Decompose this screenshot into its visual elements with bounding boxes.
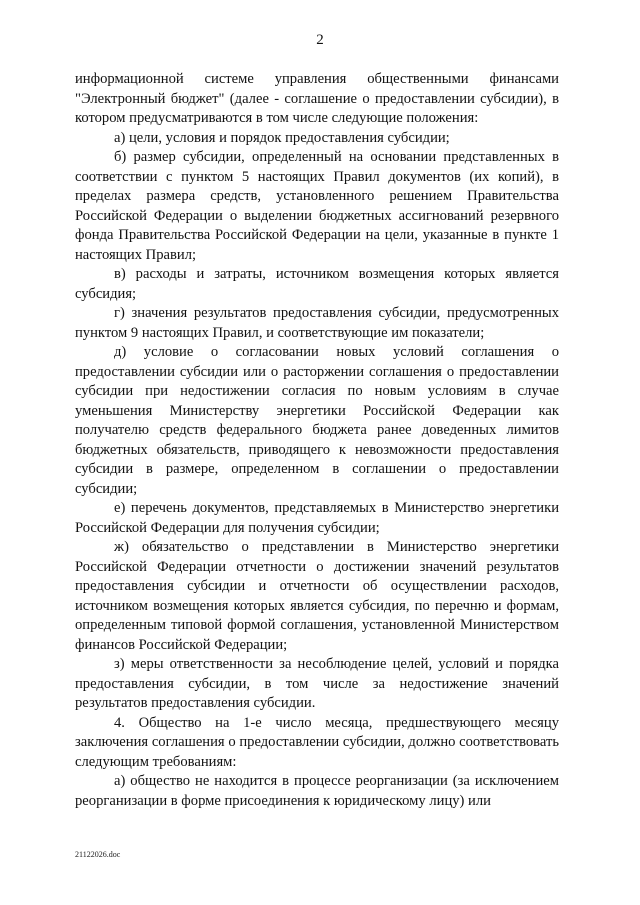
paragraph-item-g: г) значения результатов предоставления субсидии, предусмотренных пунктом 9 настоящих Правил, и соответствующие им показатели;: [75, 305, 559, 341]
paragraph-item-z: з) меры ответственности за несоблюдение целей, условий и порядка предоставления субсидии, в том числе за недостижение значений результатов предоставления субсидии.: [75, 656, 559, 711]
paragraph-item-b: б) размер субсидии, определенный на основании представленных в соответствии с пунктом 5 настоящих Правил документов (их копий), в пределах размера средств, установленного решением Правительства Российской Федерации о выделении бюджетных ассигнований резервного фонда Правительства Российской Федерации на цели, указанные в пункте 1 настоящих Правил;: [75, 149, 559, 263]
footer-file-code: 21122026.doc: [75, 850, 121, 859]
page-number: 2: [316, 32, 324, 48]
paragraph-intro: информационной системе управления общественными финансами "Электронный бюджет" (далее - соглашение о предоставлении субсидии), в котором предусматриваются в том числе следующие положения:: [75, 71, 559, 126]
paragraph-section-4: 4. Общество на 1-е число месяца, предшествующего месяцу заключения соглашения о предоставлении субсидии, должно соответствовать следующим требованиям:: [75, 714, 559, 770]
paragraph-item-v: в) расходы и затраты, источником возмещения которых является субсидия;: [75, 266, 559, 302]
paragraph-item-zh: ж) обязательство о представлении в Министерство энергетики Российской Федерации отчетности о достижении значений результатов предоставления субсидии и отчетности об осуществлении расходов, источником возмещения которых является субсидия, по перечню и формам, определенным типовой формой соглашения, установленной Министерством финансов Российской Федерации;: [75, 539, 559, 653]
paragraph-item-d: д) условие о согласовании новых условий соглашения о предоставлении субсидии или о расторжении соглашения о предоставлении субсидии при недостижении согласия по новым условиям в случае уменьшения Министерству энергетики Российской Федерации как получателю средств федерального бюджета ранее доведенных лимитов бюджетных обязательств, приводящего к невозможности предоставления субсидии в размере, определенном в соглашении о предоставлении субсидии;: [75, 344, 559, 497]
document-body: [75, 70, 559, 811]
paragraph-section-4-item-a: а) общество не находится в процессе реорганизации (за исключением реорганизации в форме присоединения к юридическому лицу) или: [75, 773, 559, 809]
paragraph-item-a: а) цели, условия и порядок предоставления субсидии;: [114, 129, 450, 146]
paragraph-item-e: е) перечень документов, представляемых в Министерство энергетики Российской Федерации для получения субсидии;: [75, 500, 559, 536]
